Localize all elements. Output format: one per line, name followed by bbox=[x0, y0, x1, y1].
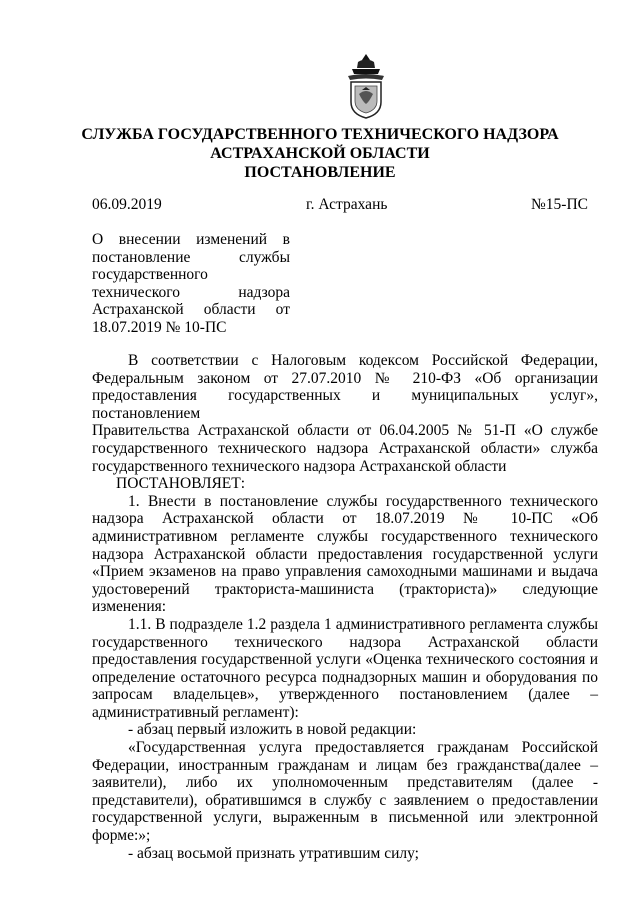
subject-line: 18.07.2019 № 10-ПС bbox=[92, 318, 227, 336]
paragraph-line: заявители), либо их уполномоченным представителям (далее - bbox=[92, 774, 598, 792]
subject-line: государственного bbox=[92, 266, 208, 284]
paragraph-line: надзора Астраханской области от 18.07.2019 № 10-ПС «Об bbox=[92, 510, 598, 528]
paragraph-line: определение остаточного ресурса поднадзорных машин и оборудования по bbox=[92, 668, 598, 686]
paragraph-line: надзора Астраханской области предоставления государственной услуги bbox=[92, 545, 598, 563]
subject-line: постановление службы bbox=[92, 248, 290, 266]
paragraph-line: предоставления государственных и муниципальных услуг», постановлением bbox=[92, 387, 598, 422]
document-type: ПОСТАНОВЛЕНИЕ bbox=[244, 164, 396, 181]
paragraph-line: государственного технического надзора Астраханской области» служба bbox=[92, 439, 598, 457]
document-heading bbox=[0, 125, 640, 182]
paragraph-line: удостоверений тракториста-машиниста (тракториста)» следующие bbox=[92, 580, 598, 598]
paragraph-line: государственного технического надзора Астраханской области bbox=[92, 457, 507, 475]
paragraph-line: В соответствии с Налоговым кодексом Российской Федерации, bbox=[128, 352, 598, 369]
agency-name-line2: АСТРАХАНСКОЙ ОБЛАСТИ bbox=[210, 145, 430, 162]
document-subject bbox=[92, 231, 290, 337]
paragraph-line: «Прием экзаменов на право управления самоходными машинами и выдача bbox=[92, 563, 598, 581]
paragraph-line: форме:»; bbox=[92, 827, 151, 845]
paragraph-line: 1.1. В подразделе 1.2 раздела 1 административного регламента службы bbox=[128, 615, 598, 633]
document-body bbox=[92, 352, 598, 862]
subject-line: Астраханской области от bbox=[92, 301, 290, 319]
paragraph-line: «Государственная услуга предоставляется гражданам Российской bbox=[128, 739, 598, 757]
subject-line: О внесении изменений в bbox=[92, 231, 290, 248]
paragraph-line: - абзац первый изложить в новой редакции: bbox=[128, 721, 417, 739]
coat-of-arms-icon bbox=[342, 52, 390, 120]
paragraph-line: - абзац восьмой признать утратившим силу; bbox=[128, 844, 419, 862]
agency-name-line1: СЛУЖБА ГОСУДАРСТВЕННОГО ТЕХНИЧЕСКОГО НАДЗОРА bbox=[81, 126, 559, 143]
paragraph-line: административном регламенте службы государственного технического bbox=[92, 527, 598, 545]
paragraph-line: запросам владельцев», утвержденного постановлением (далее – bbox=[92, 686, 598, 704]
document-meta-row bbox=[92, 196, 588, 216]
paragraph-line: 1. Внести в постановление службы государственного технического bbox=[128, 492, 598, 510]
paragraph-line: административный регламент): bbox=[92, 703, 299, 721]
paragraph-line: предоставления государственной услуги «Оценка технического состояния и bbox=[92, 651, 598, 669]
paragraph-line: Федеральным законом от 27.07.2010 № 210-ФЗ «Об организации bbox=[92, 369, 598, 387]
document-number: №15-ПС bbox=[531, 196, 588, 213]
resolves-line: ПОСТАНОВЛЯЕТ: bbox=[116, 475, 246, 493]
document-city: г. Астрахань bbox=[306, 196, 388, 213]
paragraph-line: представители), обратившимся в службу с заявлением о предоставлении bbox=[92, 791, 598, 809]
paragraph-line: Правительства Астраханской области от 06.04.2005 № 51-П «О службе bbox=[92, 422, 598, 440]
paragraph-line: Федерации, иностранным гражданам и лицам без гражданства(далее – bbox=[92, 756, 598, 774]
subject-line: технического надзора bbox=[92, 283, 290, 301]
paragraph-line: государственного технического надзора Астраханской области bbox=[92, 633, 598, 651]
paragraph-line: государственной услуги, выраженным в письменной или электронной bbox=[92, 809, 598, 827]
document-date: 06.09.2019 bbox=[92, 196, 162, 213]
paragraph-line: изменения: bbox=[92, 598, 167, 616]
